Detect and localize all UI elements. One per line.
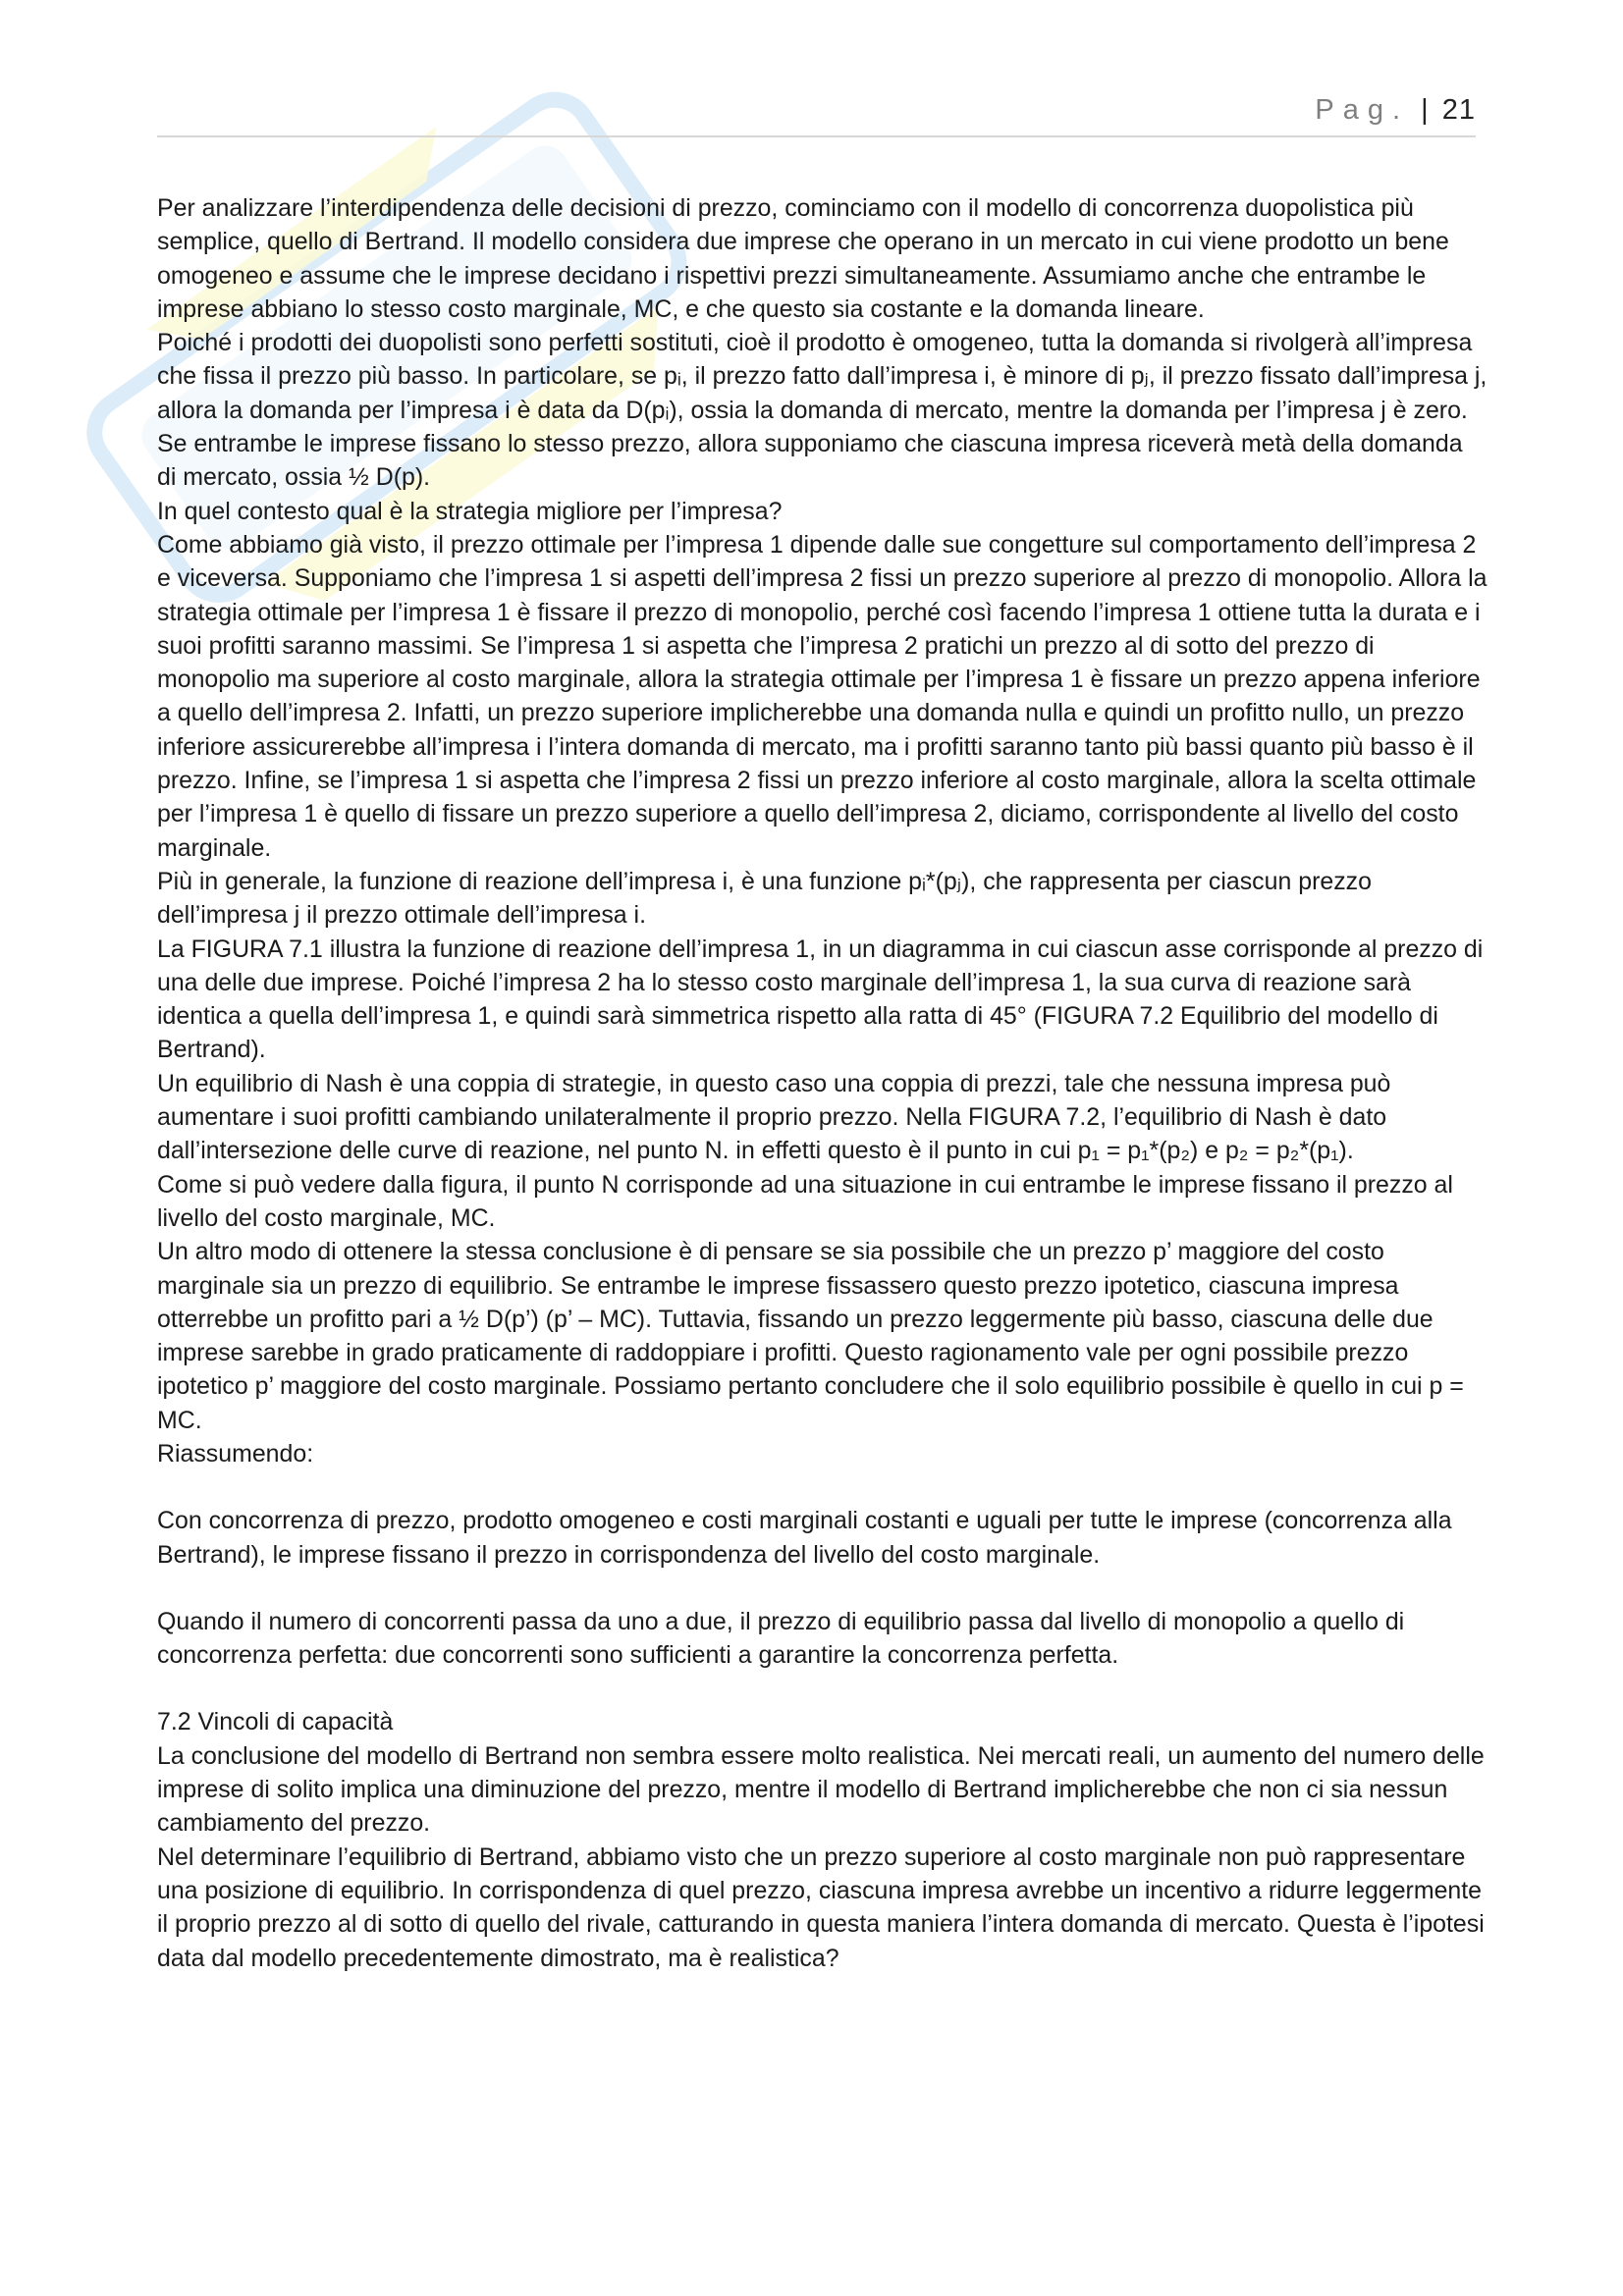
paragraph: Un altro modo di ottenere la stessa conclusione è di pensare se sia possibile che un prezzo p’ maggiore del costo marginale sia un prezzo di equilibrio. Se entrambe le imprese fissassero questo prezzo ipotetico, ciascuna impresa otterrebbe un profitto pari a ½ D(p’) (p’ – MC). Tuttavia, fissando un prezzo leggermente più basso, ciascuna delle due imprese sarebbe in grado praticamente di raddoppiare i profitti. Questo ragionamento vale per ogni possibile prezzo ipotetico p’ maggiore del costo marginale. Possiamo pertanto concludere che il solo equilibrio possibile è quello in cui p = MC.	[157, 1238, 1464, 1434]
paragraph: Poiché i prodotti dei duopolisti sono perfetti sostituti, cioè il prodotto è omogeneo, tutta la domanda si rivolgerà all’impresa che fissa il prezzo più basso. In particolare, se pᵢ, il prezzo fatto dall’impresa i, è minore di pⱼ, il prezzo fissato dall’impresa j, allora la domanda per l’impresa i è data da D(pᵢ), ossia la domanda di mercato, mentre la domanda per l’impresa j è zero. Se entrambe le imprese fissano lo stesso prezzo, allora supponiamo che ciascuna impresa riceverà metà della domanda di mercato, ossia ½ D(p).	[157, 329, 1488, 492]
paragraph: Un equilibrio di Nash è una coppia di strategie, in questo caso una coppia di prezzi, tale che nessuna impresa può aumentare i suoi profitti cambiando unilateralmente il proprio prezzo. Nella FIGURA 7.2, l’equilibrio di Nash è dato dall’intersezione delle curve di reazione, nel punto N. in effetti questo è il punto in cui p₁ = p₁*(p₂) e p₂ = p₂*(p₁).	[157, 1069, 1391, 1165]
paragraph: Come si può vedere dalla figura, il punto N corrisponde ad una situazione in cui entrambe le imprese fissano il prezzo al livello del costo marginale, MC.	[157, 1170, 1453, 1232]
header-divider	[157, 135, 1476, 137]
paragraph: Per analizzare l’interdipendenza delle decisioni di prezzo, cominciamo con il modello di concorrenza duopolistica più semplice, quello di Bertrand. Il modello considera due imprese che operano in un mercato in cui viene prodotto un bene omogeneo e assume che le imprese decidano i rispettivi prezzi simultaneamente. Assumiamo anche che entrambe le imprese abbiano lo stesso costo marginale, MC, e che questo sia costante e la domanda lineare.	[157, 194, 1449, 323]
paragraph: Come abbiamo già visto, il prezzo ottimale per l’impresa 1 dipende dalle sue congetture sul comportamento dell’impresa 2 e viceversa. Supponiamo che l’impresa 1 si aspetti dell’impresa 2 fissi un prezzo superiore al prezzo di monopolio. Allora la strategia ottimale per l’impresa 1 è fissare il prezzo di monopolio, perché così facendo l’impresa 1 ottiene tutta la durata e i suoi profitti saranno massimi. Se l’impresa 1 si aspetta che l’impresa 2 pratichi un prezzo al di sotto del prezzo di monopolio ma superiore al costo marginale, allora la strategia ottimale per l’impresa 1 è fissare un prezzo appena inferiore a quello dell’impresa 2. Infatti, un prezzo superiore implicherebbe una domanda nulla e quindi un profitto nullo, un prezzo inferiore assicurerebbe all’impresa i l’intera domanda di mercato, ma i profitti saranno tanto più bassi quanto più basso è il prezzo. Infine, se l’impresa 1 si aspetta che l’impresa 2 fissi un prezzo inferiore al costo marginale, allora la scelta ottimale per l’impresa 1 è quello di fissare un prezzo superiore a quello dell’impresa 2, diciamo, corrispondente al livello del costo marginale.	[157, 530, 1488, 862]
paragraph: In quel contesto qual è la strategia migliore per l’impresa?	[157, 497, 783, 525]
summary-paragraph: Quando il numero di concorrenti passa da uno a due, il prezzo di equilibrio passa dal livello di monopolio a quello di concorrenza perfetta: due concorrenti sono sufficienti a garantire la concorrenza perfetta.	[157, 1607, 1405, 1670]
page-label: Pag.	[1315, 94, 1410, 126]
document-body	[157, 191, 1488, 1975]
page-header	[157, 94, 1476, 137]
paragraph: Più in generale, la funzione di reazione dell’impresa i, è una funzione pᵢ*(pⱼ), che rappresenta per ciascun prezzo dell’impresa j il prezzo ottimale dell’impresa i.	[157, 867, 1372, 930]
header-separator: |	[1421, 94, 1429, 126]
summary-paragraph: Con concorrenza di prezzo, prodotto omogeneo e costi marginali costanti e uguali per tutte le imprese (concorrenza alla Bertrand), le imprese fissano il prezzo in corrispondenza del livello del costo marginale.	[157, 1507, 1452, 1569]
page-number: 21	[1441, 94, 1476, 126]
paragraph: La conclusione del modello di Bertrand non sembra essere molto realistica. Nei mercati reali, un aumento del numero delle imprese di solito implica una diminuzione del prezzo, mentre il modello di Bertrand implicherebbe che non ci sia nessun cambiamento del prezzo.	[157, 1741, 1485, 1838]
paragraph: Nel determinare l’equilibrio di Bertrand, abbiamo visto che un prezzo superiore al costo marginale non può rappresentare una posizione di equilibrio. In corrispondenza di quel prezzo, ciascuna impresa avrebbe un incentivo a ridurre leggermente il proprio prezzo al di sotto di quello del rivale, catturando in questa maniera l’intera domanda di mercato. Questa è l’ipotesi data dal modello precedentemente dimostrato, ma è realistica?	[157, 1842, 1485, 1972]
paragraph: La FIGURA 7.1 illustra la funzione di reazione dell’impresa 1, in un diagramma in cui ciascun asse corrisponde al prezzo di una delle due imprese. Poiché l’impresa 2 ha lo stesso costo marginale dell’impresa 1, la sua curva di reazione sarà identica a quella dell’impresa 1, e quindi sarà simmetrica rispetto alla ratta di 45° (FIGURA 7.2 Equilibrio del modello di Bertrand).	[157, 934, 1484, 1064]
paragraph: Riassumendo:	[157, 1439, 314, 1468]
section-heading: 7.2 Vincoli di capacità	[157, 1708, 394, 1736]
